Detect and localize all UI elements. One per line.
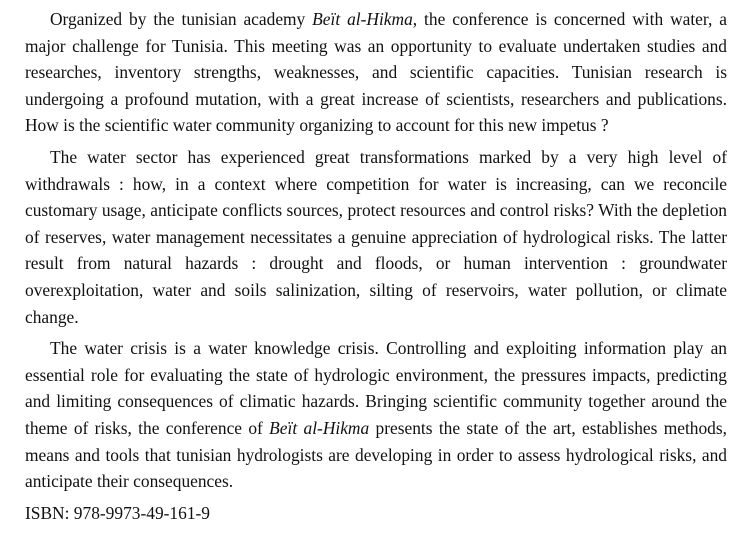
text-span: Organized by the tunisian academy (50, 9, 313, 29)
paragraph-intro (25, 6, 727, 139)
text-span: presents the state of the art, establishes methods, means and tools that tunisian hydrologists are developing in order to assess hydrological risks, and anticipate their consequences. (25, 417, 727, 492)
isbn-line: ISBN: 978-9973-49-161-9 (25, 502, 211, 523)
text-span: , the conference is concerned with water, a major challenge for Tunisia. This meeting was an opportunity to evaluate undertaken studies and researches, inventory strengths, weaknesses, and scientific capacities. Tunisian research is undergoing a profound mutation, with a great increase of scientists, researchers and publications. How is the scientific water community organizing to account for this new impetus ? (25, 9, 727, 136)
document-page (25, 6, 727, 526)
academy-name: Beït al-Hikma (269, 417, 370, 438)
paragraph-water-sector (25, 144, 727, 330)
text-span: The water crisis is a water knowledge crisis. Controlling and exploiting information play an essential role for evaluating the state of hydrologic environment, the pressures impacts, predicting and limiting consequences of climatic hazards. Bringing scientific community together around the theme of risks, the conference of (25, 338, 727, 438)
paragraph-water-crisis (25, 335, 727, 495)
academy-name: Beït al-Hikma (312, 9, 413, 29)
text-span: The water sector has experienced great transformations marked by a very high level of withdrawals : how, in a context where competition for water is increasing, can we reconcile customary usage, anticipate conflicts sources, protect resources and control risks? With the depletion of reserves, water management necessitates a genuine appreciation of hydrological risks. The latter result from natural hazards : drought and floods, or human intervention : groundwater overexploitation, water and soils salinization, silting of reservoirs, water pollution, or climate change. (25, 146, 727, 327)
